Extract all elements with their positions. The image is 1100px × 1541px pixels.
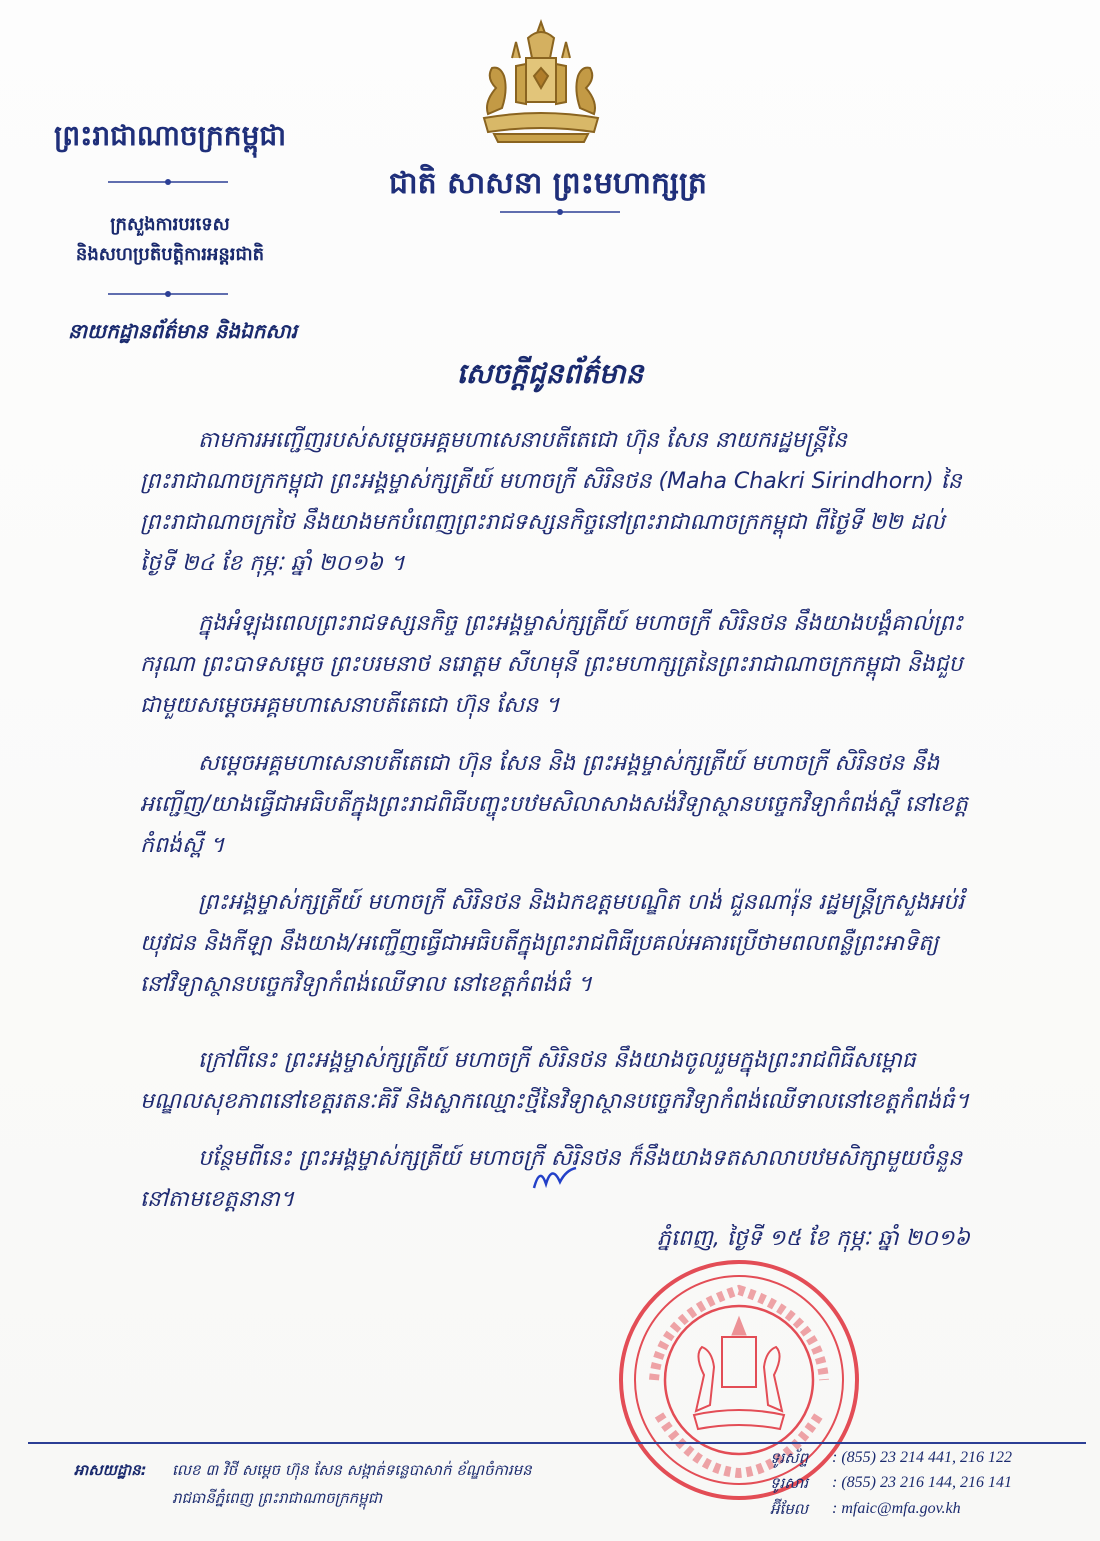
ministry-line-2: និងសហប្រតិបត្តិការអន្តរជាតិ <box>75 244 265 265</box>
address-label: អាសយដ្ឋាន: <box>74 1461 147 1479</box>
kingdom-heading: ព្រះរាជាណាចក្រកម្ពុជា <box>53 119 286 152</box>
paragraph-5: ក្រៅពីនេះ ព្រះអង្គម្ចាស់ក្សត្រីយ៍ មហាចក្រី សិរិនថន នឹងយាងចូលរួមក្នុងព្រះរាជពិធីសម្ពោធមណ្ឌលសុខភាពនៅខេត្តរតនៈគិរី និងស្លាកឈ្មោះថ្មីនៃវិទ្យាស្ថានបច្ចេកវិទ្យាកំពង់ឈើទាលនៅខេត្តកំពង់ធំ។ <box>140 1048 970 1114</box>
signature-mark <box>530 1160 580 1192</box>
department-name: នាយកដ្ឋានព័ត៌មាន និងឯកសារ <box>68 319 298 343</box>
official-seal-stamp <box>614 1255 864 1505</box>
fax-number: : (855) 23 216 144, 216 141 <box>832 1474 1012 1491</box>
email-address: : mfaic@mfa.gov.kh <box>832 1500 961 1517</box>
footer-rule <box>28 1442 1086 1444</box>
phone-number: : (855) 23 214 441, 216 122 <box>832 1449 1012 1466</box>
fax-label: ទូរសារ <box>770 1474 809 1492</box>
address-line-1: លេខ ៣ វិថី សម្តេច ហ៊ុន សែន សង្កាត់ទន្លេបាសាក់ ខ័ណ្ឌចំការមន <box>172 1461 532 1479</box>
paragraph-3: សម្តេចអគ្គមហាសេនាបតីតេជោ ហ៊ុន សែន និង ព្រះអង្គម្ចាស់ក្សត្រីយ៍ មហាចក្រី សិរិនថន នឹងអញ្ជើញ/យាងធ្វើជាអធិបតីក្នុងព្រះរាជពិធីបញ្ចុះបឋមសិលាសាងសង់វិទ្យាស្ថានបច្ចេកវិទ្យាកំពង់ស្ពឺ នៅខេត្តកំពង់ស្ពឺ ។ <box>140 751 968 858</box>
email-label: អ៊ីមែល <box>770 1500 809 1518</box>
phone-label: ទូរស័ព្ទ <box>770 1449 809 1467</box>
paragraph-4: ព្រះអង្គម្ចាស់ក្សត្រីយ៍ មហាចក្រី សិរិនថន និងឯកឧត្តមបណ្ឌិត ហង់ ជួនណារ៉ុន រដ្ឋមន្ត្រីក្រសួងអប់រំ យុវជន និងកីឡា នឹងយាង/អញ្ជើញធ្វើជាអធិបតីក្នុងព្រះរាជពិធីប្រគល់អគារប្រើថាមពលពន្លឺព្រះអាទិត្យ នៅវិទ្យាស្ថានបច្ចេកវិទ្យាកំពង់ឈើទាល នៅខេត្តកំពង់ធំ ។ <box>140 890 965 997</box>
paragraph-2: ក្នុងអំឡុងពេលព្រះរាជទស្សនកិច្ច ព្រះអង្គម្ចាស់ក្សត្រីយ៍ មហាចក្រី សិរិនថន នឹងយាងបង្គំគាល់ព្រះករុណា ព្រះបាទសម្តេច ព្រះបរមនាថ នរោត្តម សីហមុនី ព្រះមហាក្សត្រនៃព្រះរាជាណាចក្រកម្ពុជា និងជួបជាមួយសម្តេចអគ្គមហាសេនាបតីតេជោ ហ៊ុន សែន ។ <box>140 611 964 718</box>
paragraph-1: តាមការអញ្ជើញរបស់សម្តេចអគ្គមហាសេនាបតីតេជោ ហ៊ុន សែន នាយករដ្ឋមន្ត្រីនៃព្រះរាជាណាចក្រកម្ពុជា ព្រះអង្គម្ចាស់ក្សត្រីយ៍ មហាចក្រី សិរិនថន (Maha Chakri Sirindhorn) នៃព្រះរាជាណាចក្រថៃ នឹងយាងមកបំពេញព្រះរាជទស្សនកិច្ចនៅព្រះរាជាណាចក្រកម្ពុជា ពីថ្ងៃទី ២២ ដល់ថ្ងៃទី ២៤ ខែ កុម្ភៈ ឆ្នាំ ២០១៦ ។ <box>140 428 962 576</box>
issue-date: ភ្នំពេញ, ថ្ងៃទី ១៥ ខែ កុម្ភៈ ឆ្នាំ ២០១៦ <box>657 1226 970 1251</box>
kingdom-ornament <box>108 178 228 186</box>
paragraph-6: បន្ថែមពីនេះ ព្រះអង្គម្ចាស់ក្សត្រីយ៍ មហាចក្រី សិរិនថន ក៏នឹងយាងទតសាលាបឋមសិក្សាមួយចំនួននៅតាមខេត្តនានា។ <box>140 1146 963 1212</box>
ministry-line-1: ក្រសួងការបរទេស <box>110 214 230 235</box>
national-motto: ជាតិ សាសនា ព្រះមហាក្សត្រ <box>389 166 707 201</box>
ministry-ornament <box>108 290 228 298</box>
royal-emblem-icon <box>476 18 606 146</box>
motto-ornament <box>500 208 620 216</box>
ministry-name <box>60 210 280 270</box>
document-title: សេចក្តីជូនព័ត៌មាន <box>456 357 644 390</box>
address-line-2: រាជធានីភ្នំពេញ ព្រះរាជាណាចក្រកម្ពុជា <box>172 1489 382 1507</box>
